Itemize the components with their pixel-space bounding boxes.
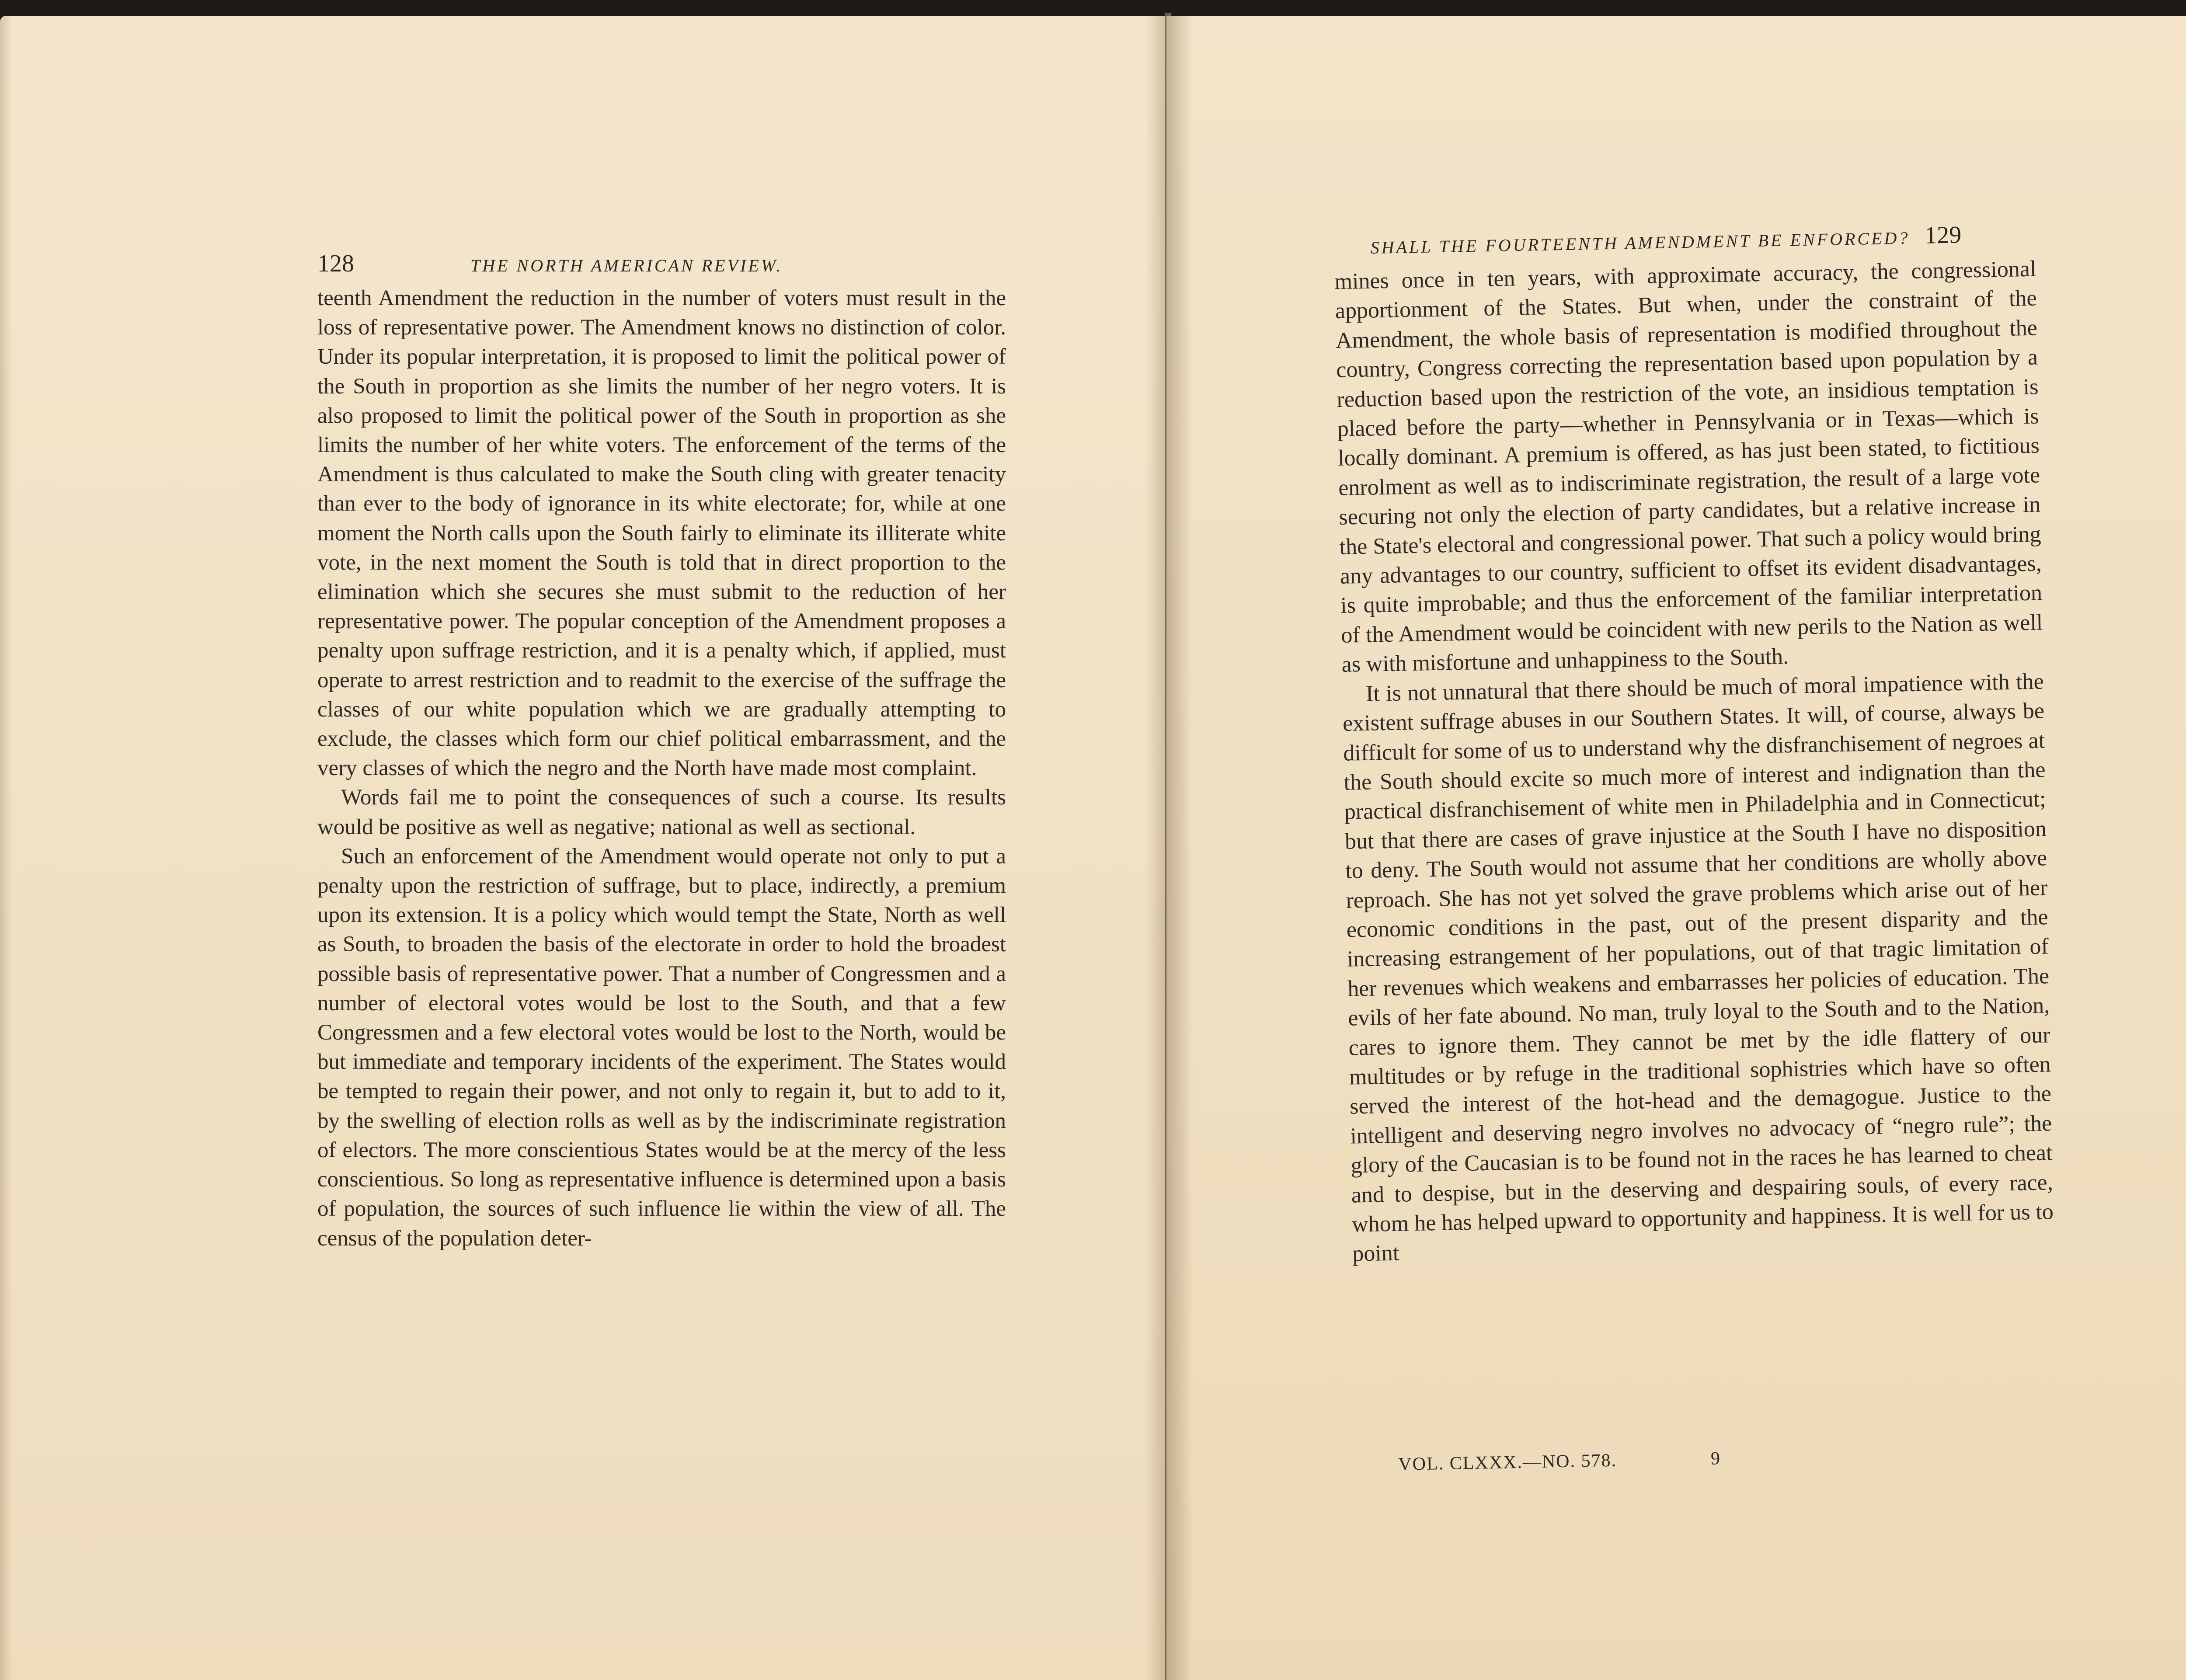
right-running-head — [1370, 221, 1962, 260]
left-page — [0, 16, 1172, 1680]
left-running-head — [317, 250, 783, 278]
right-paragraph: It is not unnatural that there should be much of moral impatience with the existent suffrage abuses in our Southern States. It will, of course, always be difficult for some of us to understand why the disfranchisement of negroes at the South should excite so much more of interest and indignation than the practical disfranchisement of white men in Philadelphia and in Connecticut; but that there are cases of grave injustice at the South I have no disposition to deny. The South would not assume that her conditions are wholly above reproach. She has not yet solved the grave problems which arise out of her economic conditions in the past, out of the present disparity and the increasing estrangement of her populations, out of that tragic limitation of her revenues which weakens and embarrasses her policies of education. The evils of her fate abound. No man, truly loyal to the South and to the Nation, cares to ignore them. They cannot be met by the idle flattery of our multitudes or by refuge in the traditional sophistries which have so often served the interest of the hot-head and the demagogue. Justice to the intelligent and deserving negro involves no advocacy of “negro rule”; the glory of the Caucasian is to be found not in the races he has learned to cheat and to despise, but in the deserving and despairing souls, of every race, whom he has helped upward to opportunity and happiness. It is well for us to point — [1342, 669, 2054, 1267]
volume-number: VOL. CLXXX.—NO. 578. — [1398, 1450, 1617, 1475]
right-running-title: SHALL THE FOURTEENTH AMENDMENT BE ENFORCED? — [1370, 228, 1910, 257]
left-paragraph: teenth Amendment the reduction in the number of voters must result in the loss of representative power. The Amendment knows no distinction of color. Under its popular interpretation, it is proposed to limit the political power of the South in proportion as she limits the number of her negro voters. It is also proposed to limit the political power of the South in proportion as she limits the number of her white voters. The enforcement of the terms of the Amendment is thus calculated to make the South cling with greater tenacity than ever to the body of ignorance in its white electorate; for, while at one moment the North calls upon the South fairly to eliminate its illiterate white vote, in the next moment the South is told that in direct proportion to the elimination which she secures she must submit to the reduction of her representative power. The popular conception of the Amendment proposes a penalty upon suffrage restriction, and it is a penalty which, if applied, must operate to arrest restriction and to readmit to the exercise of the suffrage the classes of our white population which we are gradually attempting to exclude, the classes which form our chief political embarrassment, and the very classes of which the negro and the North have made most complaint. — [317, 286, 1006, 781]
right-paragraph: mines once in ten years, with approximate accuracy, the congressional apportionment of the States. But when, under the constraint of the Amendment, the whole basis of representation is modified throughout the country, Congress correcting the representation based upon population by a reduction based upon the restriction of the vote, an insidious temptation is placed before the party—whether in Pennsylvania or in Texas—which is locally dominant. A premium is offered, as has just been stated, to fictitious enrolment as well as to indiscriminate registration, the result of a large vote securing not only the election of party candidates, but a relative increase in the State's electoral and congressional power. That such a policy would bring any advantages to our country, sufficient to offset its evident disadvantages, is quite improbable; and thus the enforcement of the familiar interpretation of the Amendment would be coincident with new perils to the Nation as well as with misfortune and unhappiness to the South. — [1334, 256, 2043, 678]
signature-line — [1398, 1448, 1721, 1475]
left-page-number: 128 — [317, 250, 354, 277]
right-page-number: 129 — [1924, 221, 1962, 249]
left-running-title: THE NORTH AMERICAN REVIEW. — [470, 256, 783, 275]
left-paragraph: Words fail me to point the consequences of such a course. Its results would be positive as well as negative; national as well as sectional. — [317, 785, 1006, 839]
right-page — [1166, 16, 2186, 1680]
left-text-block — [317, 284, 1006, 1253]
left-paragraph: Such an enforcement of the Amendment would operate not only to put a penalty upon the restriction of suffrage, but to place, indirectly, a premium upon its extension. It is a policy which would tempt the State, North as well as South, to broaden the basis of the electorate in order to hold the broadest possible basis of representative power. That a number of Congressmen and a number of electoral votes would be lost to the South, and that a few Congressmen and a few electoral votes would be lost to the North, would be but immediate and temporary incidents of the experiment. The States would be tempted to regain their power, and not only to regain it, but to add to it, by the swelling of election rolls as well as by the indiscriminate registration of electors. The more conscientious States would be at the mercy of the less conscientious. So long as representative influence is determined upon a basis of population, the sources of such influence lie within the view of all. The census of the population deter- — [317, 844, 1006, 1251]
right-text-block — [1334, 254, 2054, 1269]
signature-mark: 9 — [1710, 1448, 1721, 1469]
